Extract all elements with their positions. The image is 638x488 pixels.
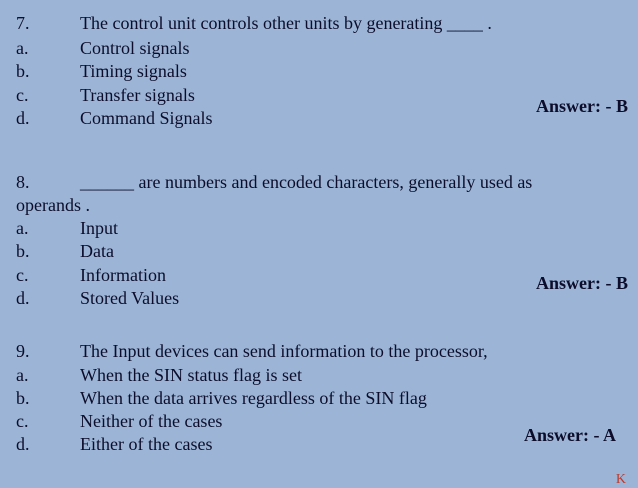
option-letter: b.: [16, 388, 30, 408]
option-text: Transfer signals: [80, 85, 195, 105]
q8-question-continued: operands .: [16, 195, 90, 215]
q9-answer: Answer: - A: [524, 425, 616, 445]
corner-mark: K: [615, 472, 626, 487]
option-letter: d.: [16, 288, 30, 308]
option-text: Command Signals: [80, 108, 213, 128]
option-letter: a.: [16, 218, 29, 238]
option-text: Stored Values: [80, 288, 180, 308]
option-text: Control signals: [80, 38, 190, 58]
q8-number: 8.: [16, 172, 30, 192]
q8-question: ______ are numbers and encoded characters, generally used as: [80, 172, 533, 192]
option-letter: c.: [16, 411, 29, 431]
option-text: Data: [80, 241, 114, 261]
q9-number: 9.: [16, 341, 30, 361]
option-letter: a.: [16, 365, 29, 385]
option-text: When the SIN status flag is set: [80, 365, 302, 385]
option-text: Information: [80, 265, 166, 285]
q7-question: The control unit controls other units by generating ____ .: [80, 13, 492, 33]
option-letter: c.: [16, 85, 29, 105]
option-letter: a.: [16, 38, 29, 58]
option-letter: b.: [16, 241, 30, 261]
option-letter: d.: [16, 108, 30, 128]
option-letter: c.: [16, 265, 29, 285]
q8-answer: Answer: - B: [536, 273, 628, 293]
q7-answer: Answer: - B: [536, 96, 628, 116]
option-text: Neither of the cases: [80, 411, 223, 431]
option-text: When the data arrives regardless of the SIN flag: [80, 388, 427, 408]
option-letter: b.: [16, 61, 30, 81]
q9-question: The Input devices can send information to the processor,: [80, 341, 488, 361]
option-text: Either of the cases: [80, 434, 213, 454]
option-letter: d.: [16, 434, 30, 454]
option-text: Timing signals: [80, 61, 187, 81]
option-text: Input: [80, 218, 118, 238]
q7-number: 7.: [16, 13, 30, 33]
